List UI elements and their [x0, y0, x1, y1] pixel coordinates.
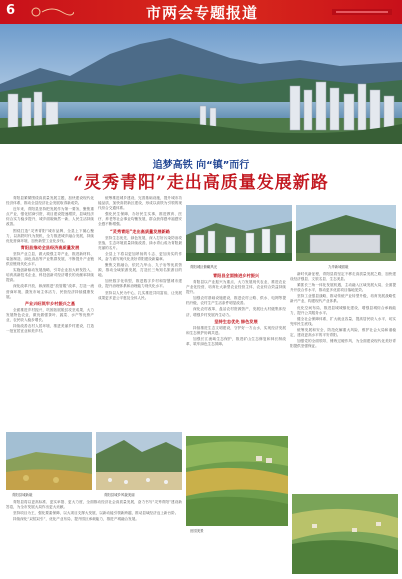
article-subhead: 坚持生态优先 绿色发展: [214, 318, 258, 324]
article-column-4: 新时代新征程，青阳县将坚定不移走高质量发展之路，加快建设经济强县、文旅名县、生态美县。 紧抓长三角一体化发展机遇，主动融入区域发展大局，全面提升开放合作水平，推动更多优质项目落地见效。 坚持工业强县战略，推动传统产业转型升级，培育发展战略性新兴产业，构建现代产业体系。 优化空间布局，推进县城城镇化建设，增强县城综合承载能力，提升公共服务水平。 健全社会保障体系，扩大就业容量，提高居民收入水平，切实兜牢民生底线。 统筹发展和安全，防范化解重大风险，维护社会大局和谐稳定，建设更高水平的平安青阳。 加强党的全面领导，锤炼过硬作风，为全面建设现代化美好青阳提供坚强保证。: [290, 272, 396, 349]
article-column-2: 统筹推进城乡建设，完善基础设施，提升城市功能品质，加快高铁新区建设，形成以高铁为引领的现代综合交通体系。 强化民生保障，办好民生实事，推进教育、医疗、养老等社会事业均衡发展，群众获得感幸福感安全感不断增强。 “灵秀青阳”走出高质量发展新路 坚持生态优先、绿色发展，深入打好污染防治攻坚战，生态环境质量持续改善，绿水青山成为青阳最亮丽的名片。 全县上下将以更加昂扬的斗志、更加务实的作风，奋力谱写现代化美好青阳建设新篇章。 聚焦文旅融合，依托九华山、九子岩等优质资源，推动全域旅游发展，打造长三角知名旅游目的地。 加快数字化转型，推进数字乡村和智慧城市建设，提升治理体系和治理能力现代化水平。 坚持以人民为中心，扎实推进共同富裕，让发展成果更多更公平惠及全体人民。: [98, 196, 182, 300]
header-ornament-icon: [30, 6, 74, 18]
headline-kicker: 追梦高铁 向“镇”而行: [152, 160, 250, 171]
left-photo-caption: 青阳县城新貌: [12, 493, 33, 497]
right-photo-1-caption: 青阳城区俯瞰风光: [190, 265, 218, 269]
hero-photo: [0, 24, 402, 144]
right-photo-2-caption: 九华新城面貌: [328, 265, 349, 269]
article-column-3: 青阳县全面推进乡村振兴 青阳县以产业振兴为重点，大力发展现代农业，推进农业产业化经营，培育壮大新型农业经营主体，农业综合效益持续提升。 加强农村基础设施建设，推进农村公路、供水、电网等提档升级，农村生产生活条件明显改善。 深化农村改革，盘活农村资源资产，发展壮大村级集体经济，增强乡村发展内生动力。 坚持生态优先 绿色发展 持续推进生态文明建设，守护好一方山水，实现经济发展和生态保护协调共进。 加强长江流域生态保护，推进矿山生态修复和林长制改革，筑牢绿色生态屏障。: [186, 273, 286, 346]
bottom-right-photo: [186, 436, 288, 526]
article-column-1: 青阳县紧紧围绕高质量发展主题，加快建设现代化经济体系，推动全县经济社会发展取得新成效。 近年来，青阳县坚持把发展作为第一要务，聚焦重点产业，强化招商引资，项目建设提速增效，县域经济综合实力稳步提升，城乡面貌焕然一新，人民生活持续改善。 围绕打造“灵秀青阳”城市品牌，全县上下凝心聚力，以高铁时代为契机，全力推进城乡融合发展，持续优化营商环境，加快新型工业化步伐。 青阳县推动全县经济高质量发展 坚持产业立县，做大做强主导产业，推进新材料、装备制造、绿色食品等产业集群发展，不断提升产业链供应链现代化水平。 实施创新驱动发展战略，引导企业加大研发投入，培育高新技术企业，科技创新对经济增长的贡献率持续提高。 深化改革开放，纵深推进“放管服”改革，打造一流营商环境，激发市场主体活力，民营经济持续健康发展。 产业兴旺筑牢乡村振兴之基 全面推进乡村振兴，巩固拓展脱贫攻坚成果，大力发展特色农业，做优做强茶叶、蔬菜、水产等优势产业，农民收入稳步增长。 持续改善农村人居环境，推进美丽乡村建设，打造一批宜居宜业和美乡村。: [6, 196, 94, 334]
masthead-title: 市两会专题报道: [146, 4, 259, 22]
article-subhead: 产业兴旺筑牢乡村振兴之基: [24, 300, 76, 306]
middle-bottom-photo: [96, 432, 182, 490]
header-ornament-icon: [332, 6, 392, 18]
page-header: [0, 0, 402, 24]
bottom-right-photo-caption: 田园美景: [190, 529, 204, 533]
right-photo-2: [296, 205, 396, 261]
article-subhead: 青阳县全面推进乡村振兴: [212, 273, 260, 278]
article-column-5: 青阳县将以更高标准、更实举措、更大力度，全面推动经济社会高质量发展，奋力书写“灵秀青阳”建设新答卷，为全市发展大局作出更大贡献。 坚持项目为王，强化要素保障，以大项目支撑大发展，以新动能引领新跨越，推动县域经济迈上新台阶。 持续深化“双招双引”，优化产业布局，提升园区承载能力，推进产城融合发展。: [6, 500, 182, 522]
page-number: 6: [6, 3, 16, 18]
article-subhead: 青阳县推动全县经济高质量发展: [20, 244, 80, 250]
middle-photo-caption: 青阳县城乡风貌美丽: [104, 493, 135, 497]
left-bottom-photo: [6, 432, 92, 490]
article-subhead: “灵秀青阳”走出高质量发展新路: [110, 228, 170, 234]
headline-title: “灵秀青阳”走出高质量发展新路: [73, 173, 329, 193]
right-photo-1: [186, 205, 292, 261]
far-bottom-right-photo: [292, 494, 398, 574]
